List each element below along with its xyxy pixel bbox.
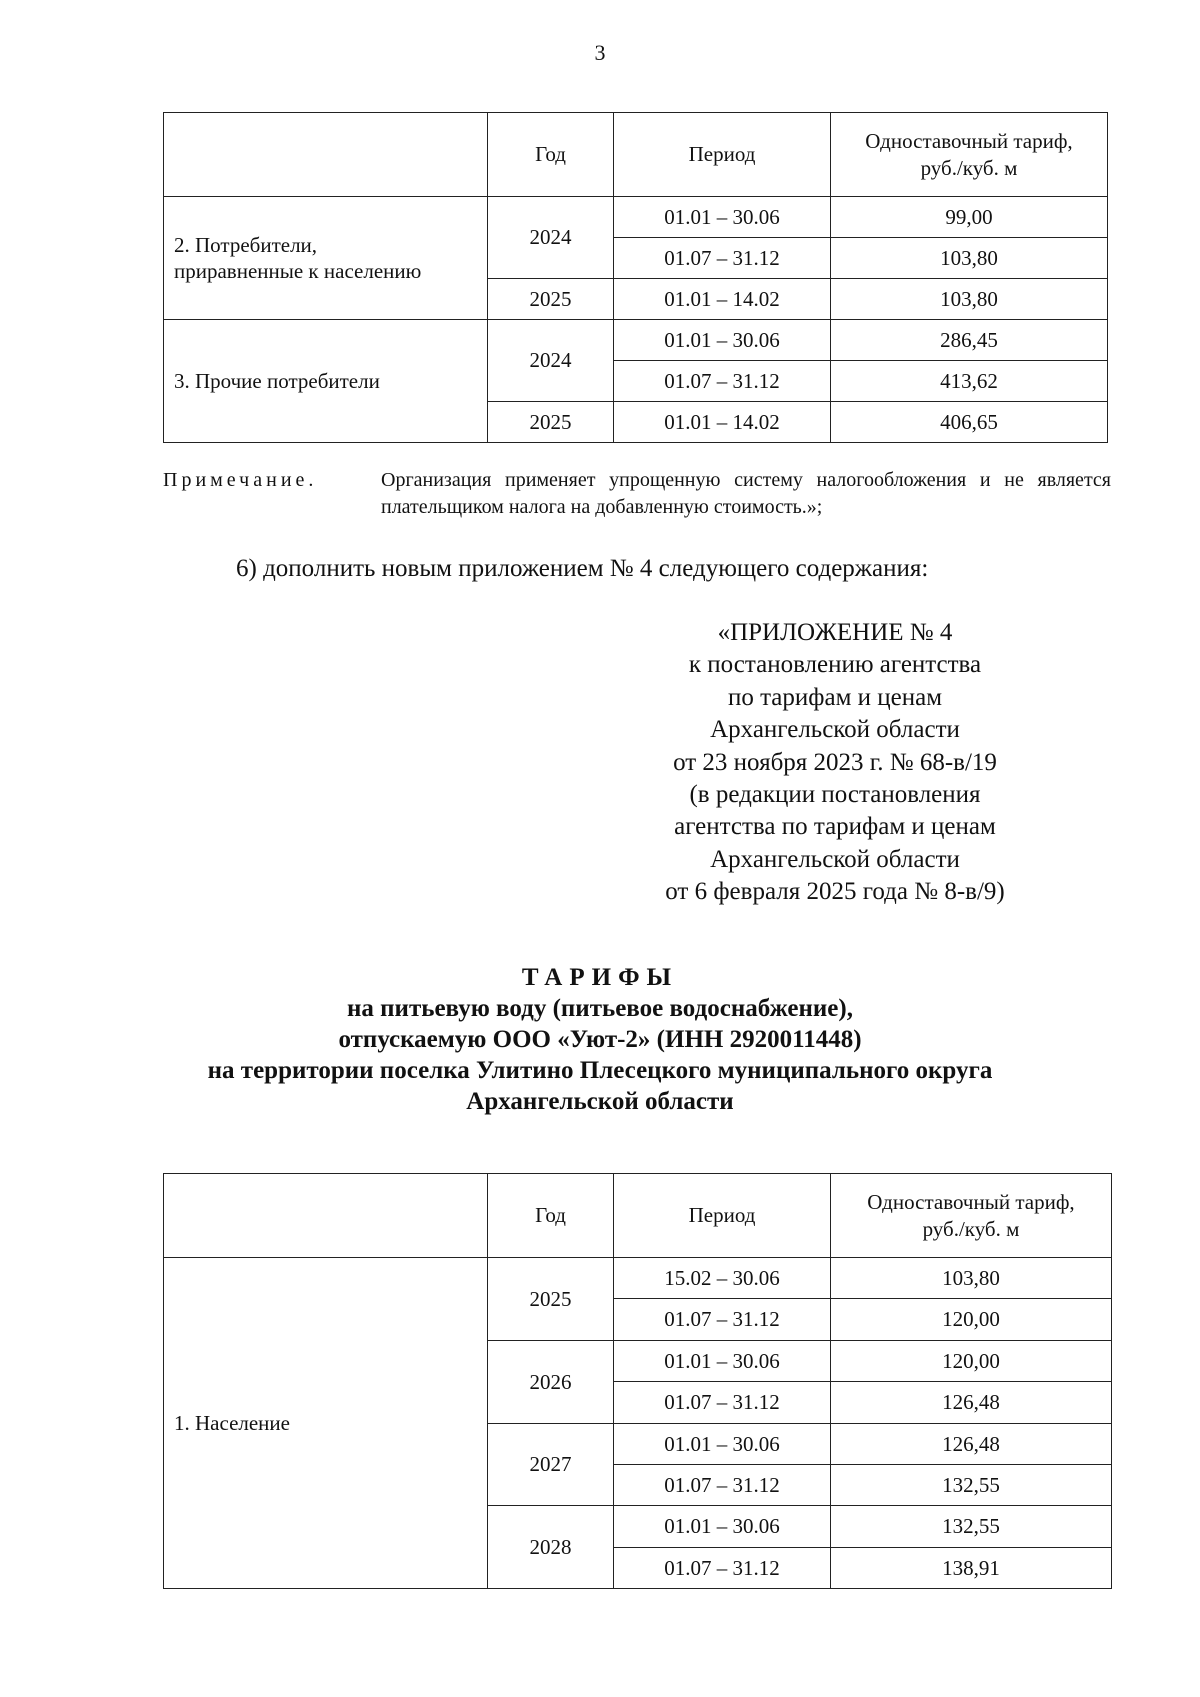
appendix-line: к постановлению агентства [688,651,982,679]
note [163,467,1111,521]
tariff-table-continued [163,112,1108,443]
header-blank-cell [164,113,488,197]
appendix-line: (в редакции постановления [689,781,981,809]
year-cell: 2028 [488,1506,614,1589]
tariff-table-appendix-4 [163,1173,1112,1589]
year-cell: 2025 [488,1258,614,1341]
table-header-row [164,1174,1112,1258]
year-cell: 2025 [488,279,614,320]
period-cell: 01.07 – 31.12 [614,1547,831,1588]
table-row [164,320,1108,361]
tariff-cell: 138,91 [831,1547,1112,1588]
tariff-cell: 103,80 [831,1258,1112,1299]
header-tariff-line2: руб./куб. м [920,155,1018,180]
tariff-cell: 99,00 [831,197,1108,238]
header-tariff-line1: Одноставочный тариф, [867,1190,1075,1215]
appendix-header [590,617,1080,909]
header-tariff [831,113,1108,197]
year-cell: 2024 [488,197,614,279]
period-cell: 01.01 – 30.06 [614,1506,831,1547]
tariff-cell: 286,45 [831,320,1108,361]
year-cell: 2026 [488,1340,614,1423]
appendix-line: Архангельской области [710,716,960,744]
note-text: Организация применяет упрощенную систему налогообложения и не является плательщиком налога на добавленную стоимость.»; [381,469,1111,518]
category-line: 3. Прочие потребители [174,368,380,393]
tariff-cell: 413,62 [831,361,1108,402]
tariff-cell: 406,65 [831,402,1108,443]
table-row [164,197,1108,238]
period-cell: 01.07 – 31.12 [614,1299,831,1340]
header-year: Год [488,113,614,197]
tariff-cell: 132,55 [831,1506,1112,1547]
category-cell [164,197,488,320]
year-cell: 2024 [488,320,614,402]
header-period: Период [614,1174,831,1258]
amendment-item-6: 6) дополнить новым приложением № 4 следующего содержания: [236,555,929,582]
tariffs-title-heading: ТАРИФЫ [521,964,679,991]
period-cell: 15.02 – 30.06 [614,1258,831,1299]
category-line: приравненные к населению [174,259,422,283]
tariff-cell: 103,80 [831,238,1108,279]
year-cell: 2027 [488,1423,614,1506]
tariff-cell: 126,48 [831,1382,1112,1423]
tariff-cell: 132,55 [831,1464,1112,1505]
header-year: Год [488,1174,614,1258]
tariffs-title-line: Архангельской области [466,1088,734,1115]
period-cell: 01.07 – 31.12 [614,238,831,279]
category-cell: 1. Население [164,1258,488,1589]
table-header-row [164,113,1108,197]
year-cell: 2025 [488,402,614,443]
appendix-line: «ПРИЛОЖЕНИЕ № 4 [717,619,953,646]
appendix-line: от 23 ноября 2023 г. № 68-в/19 [673,748,997,776]
header-blank-cell [164,1174,488,1258]
table-row [164,1258,1112,1299]
tariff-cell: 120,00 [831,1340,1112,1381]
note-label: Примечание. [163,469,318,491]
appendix-line: от 6 февраля 2025 года № 8-в/9) [665,878,1005,906]
header-period: Период [614,113,831,197]
header-tariff-line2: руб./куб. м [922,1216,1020,1241]
period-cell: 01.07 – 31.12 [614,1382,831,1423]
tariffs-title-line: на питьевую воду (питьевое водоснабжение), [347,995,853,1022]
period-cell: 01.07 – 31.12 [614,1464,831,1505]
period-cell: 01.01 – 14.02 [614,279,831,320]
tariffs-title-line: на территории поселка Улитино Плесецкого муниципального округа [207,1057,993,1084]
period-cell: 01.01 – 30.06 [614,1423,831,1464]
page-number: 3 [594,40,606,65]
tariff-cell: 126,48 [831,1423,1112,1464]
tariffs-title-line: отпускаемую ООО «Уют-2» (ИНН 2920011448) [338,1026,862,1053]
period-cell: 01.07 – 31.12 [614,361,831,402]
appendix-line: Архангельской области [710,845,960,873]
period-cell: 01.01 – 30.06 [614,197,831,238]
appendix-line: по тарифам и ценам [727,683,943,711]
category-line: 2. Потребители, [174,232,318,257]
appendix-line: агентства по тарифам и ценам [674,813,996,841]
header-tariff [831,1174,1112,1258]
period-cell: 01.01 – 30.06 [614,1340,831,1381]
period-cell: 01.01 – 30.06 [614,320,831,361]
header-tariff-line1: Одноставочный тариф, [865,129,1073,154]
period-cell: 01.01 – 14.02 [614,402,831,443]
category-cell [164,320,488,443]
tariffs-title [150,962,1050,1117]
tariff-cell: 120,00 [831,1299,1112,1340]
tariff-cell: 103,80 [831,279,1108,320]
